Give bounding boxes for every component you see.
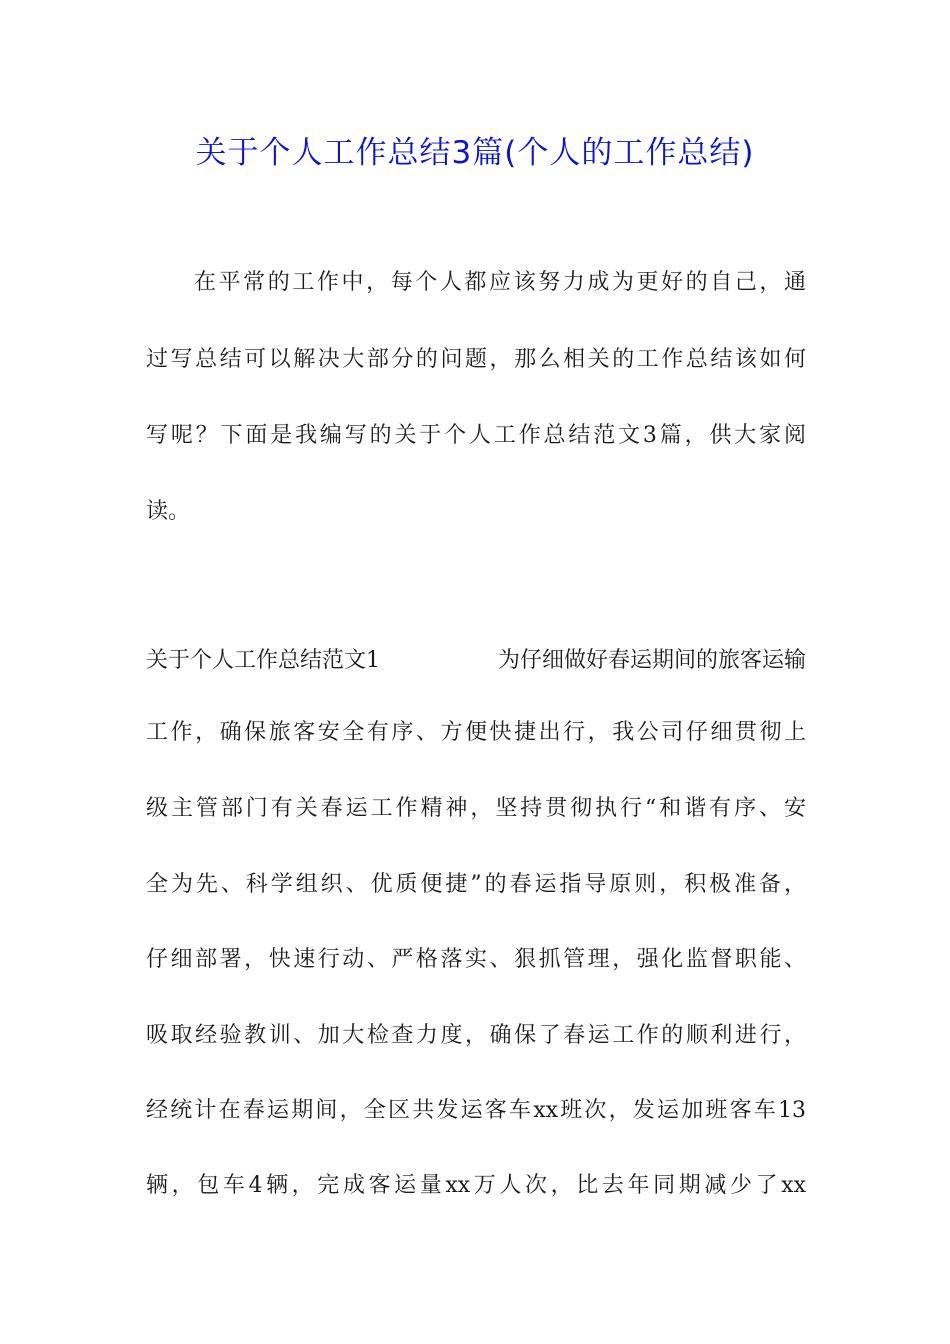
section-line: 辆，包车4辆，完成客运量xx万人次，比去年同期减少了xx: [146, 1173, 806, 1198]
section-line: 仔细部署，快速行动、严格落实、狠抓管理，强化监督职能、: [146, 947, 806, 972]
intro-line: 读。: [146, 499, 191, 524]
intro-line: 过写总结可以解决大部分的问题，那么相关的工作总结该如何: [146, 347, 806, 372]
document-title: 关于个人工作总结3篇(个人的工作总结): [195, 135, 755, 171]
section-line: 吸取经验教训、加大检查力度，确保了春运工作的顺利进行，: [146, 1023, 806, 1048]
section-heading: 关于个人工作总结范文1: [146, 648, 380, 673]
section-line: 全为先、科学组织、优质便捷”的春运指导原则，积极准备，: [146, 872, 806, 897]
section-line: 级主管部门有关春运工作精神，坚持贯彻执行“和谐有序、安: [146, 796, 806, 821]
intro-line: 写呢？下面是我编写的关于个人工作总结范文3篇，供大家阅: [146, 423, 806, 448]
section-first-line: [146, 642, 806, 680]
section-line: 经统计在春运期间，全区共发运客车xx班次，发运加班客车13: [146, 1098, 806, 1123]
section-first-line-text: 为仔细做好春运期间的旅客运输: [497, 648, 806, 673]
section-line: 工作，确保旅客安全有序、方便快捷出行，我公司仔细贯彻上: [146, 720, 806, 745]
intro-line: 在平常的工作中，每个人都应该努力成为更好的自己，通: [194, 270, 806, 295]
